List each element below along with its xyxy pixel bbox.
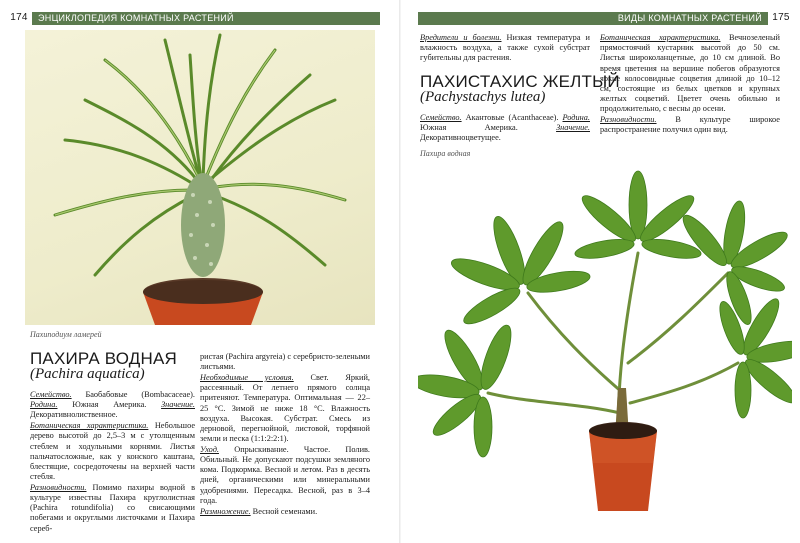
paragraph-botany <box>30 421 195 482</box>
paragraph-pests <box>420 33 590 64</box>
key-label: Семейство. <box>30 390 72 399</box>
para-text: Низкая температура и влажность воздуха, а также сухой субстрат губительны для растения. <box>420 33 590 63</box>
para-text: Опрыскивание. Частое. Полив. Обильный. Не допускают подсушки земляного кома. Подкормка. Весной и летом. Раз в десять дней, органическими или минеральными удобрениями. Пересадка. Весной, раз в 3–4 года. <box>200 444 370 505</box>
para-text: Помимо пахиры водной в культуре известны Пахира круглолистная (Pachira rotundifolia) со свисающими побегами и округлыми листочками и Пахира сереб- <box>30 482 195 533</box>
article-title-pachira: ПАХИРА ВОДНАЯ <box>30 349 178 368</box>
para-text: Акантовые (Acanthaceae). <box>461 113 563 122</box>
key-label: Вредители и болезни. <box>420 33 502 42</box>
article-title-pachystachys: ПАХИСТАХИС ЖЕЛТЫЙ <box>420 72 620 91</box>
paragraph-propagation <box>200 507 370 517</box>
key-label: Разновидности. <box>600 115 657 125</box>
key-label: Родина. <box>30 400 58 410</box>
para-text: Вечнозеленый прямостоячий кустарник высотой до 50 см. Листья широколанцетные, до 10 см длиной. Во время цветения на вершине побегов образуются яркие колосовидные соцветия длиной до 10–12 см, состоящие из белых цветков и крупных желтых соцветий. Цветет очень обильно и продолжительно, с весны до осени. <box>600 33 780 114</box>
pachypodium-illustration <box>25 30 375 325</box>
key-label: Ботаническая характеристика. <box>600 33 721 42</box>
running-head-title-left: ЭНЦИКЛОПЕДИЯ КОМНАТНЫХ РАСТЕНИЙ <box>32 12 380 25</box>
article-latin-pachystachys: (Pachystachys lutea) <box>420 89 546 105</box>
text-column-left-1 <box>30 390 195 534</box>
key-label: Ботаническая характеристика. <box>30 421 149 431</box>
key-label: Значение. <box>161 400 195 410</box>
para-text: Небольшое дерево высотой до 2,5–3 м с утолщенным стеблем и ходульными корнями. Листья пальчатосложные, как у конского каштана, блестящие, сосредоточены на верхней части стебля. <box>30 421 195 482</box>
key-label: Необходимые условия. <box>200 372 294 382</box>
paragraph-varieties-cont <box>200 352 370 372</box>
running-head-title-right: ВИДЫ КОМНАТНЫХ РАСТЕНИЙ <box>418 12 768 25</box>
running-head-left <box>8 8 380 27</box>
key-label: Родина. <box>562 113 590 122</box>
paragraph-family <box>420 113 590 144</box>
photo-caption-left: Пахиподиум ламерей <box>30 330 102 339</box>
pachira-illustration <box>418 163 792 528</box>
key-label: Размножение. <box>200 506 251 516</box>
paragraph-botany <box>600 33 780 115</box>
page-number-left: 174 <box>10 12 28 23</box>
text-column-right-2 <box>600 33 780 136</box>
photo-caption-right: Пахира водная <box>420 149 471 158</box>
right-page <box>400 0 800 543</box>
key-label: Семейство. <box>420 113 462 122</box>
para-text: Весной семенами. <box>250 506 318 516</box>
text-column-right-1-bottom <box>420 113 590 144</box>
para-text: В культуре широкое распространение получил один вид. <box>600 115 780 135</box>
para-text: Южная Америка. <box>420 123 557 133</box>
photo-pachypodium <box>25 30 375 325</box>
photo-pachira <box>418 163 792 528</box>
para-text: Баобабовые (Bombacaceae). <box>71 390 195 399</box>
text-column-left-2 <box>200 352 370 517</box>
page-number-right: 175 <box>772 12 790 23</box>
paragraph-conditions <box>200 373 370 444</box>
paragraph-care <box>200 445 370 506</box>
running-head-right <box>418 8 792 27</box>
paragraph-varieties <box>30 483 195 534</box>
article-latin-pachira: (Pachira aquatica) <box>30 366 145 382</box>
para-text: ристая (Pachira argyreia) с серебристо-зелеными листьями. <box>200 352 370 372</box>
key-label: Значение. <box>556 123 590 133</box>
paragraph-family <box>30 390 195 421</box>
para-text: Декоративнолиственное. <box>30 410 118 420</box>
text-column-right-1-top <box>420 33 590 64</box>
paragraph-varieties <box>600 115 780 135</box>
key-label: Разновидности. <box>30 482 87 492</box>
para-text: Южная Америка. <box>57 400 162 410</box>
para-text: Свет. Яркий, рассеянный. От летнего прямого солнца притеняют. Температура. Оптимальная — 22–25 °С. Зимой не ниже 18 °С. Влажность воздуха. Высокая. Субстрат. Смесь из дерновой, перегнойной, листовой, торфяной земли и песка (1:1:2:2:1). <box>200 372 370 444</box>
para-text: Декоративноцветущее. <box>420 133 501 143</box>
key-label: Уход. <box>200 444 219 454</box>
